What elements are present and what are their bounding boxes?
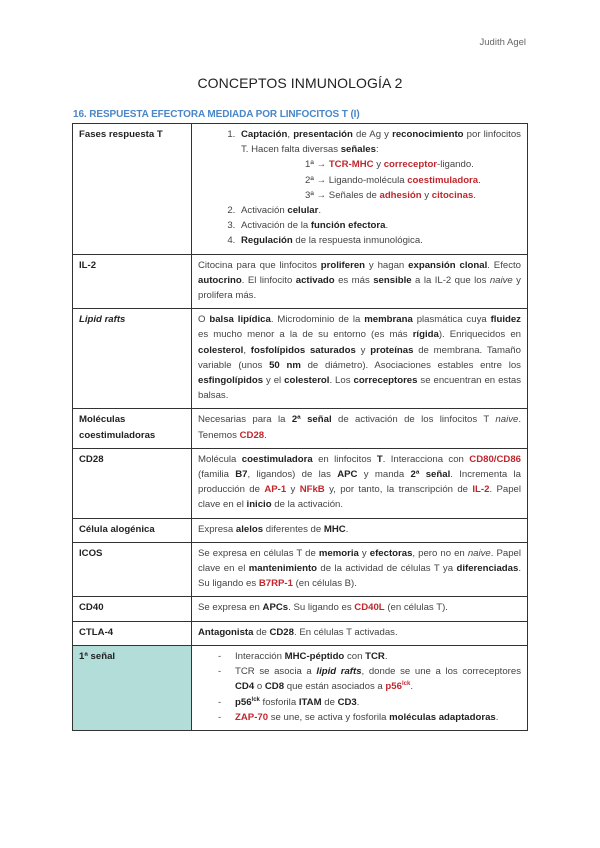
bold-term: colesterol: [284, 375, 330, 387]
red-term: B7RP-1: [258, 578, 293, 590]
red-term: CD28: [239, 429, 265, 441]
text: y: [421, 189, 432, 201]
text: .: [473, 189, 477, 201]
bold-term: TCR: [365, 650, 385, 662]
term-cell: CTLA-4: [73, 621, 192, 645]
text: ). Enriquecidos en: [438, 329, 522, 341]
text: Necesarias para la: [198, 414, 292, 426]
bold-term: CD28: [269, 626, 294, 638]
text: es más: [334, 274, 374, 286]
definition-cell: [192, 254, 528, 309]
text: fosforila: [259, 696, 299, 708]
definition-cell: [192, 409, 528, 448]
bold-term: alelos: [235, 523, 264, 535]
bold-term: correceptores: [353, 375, 418, 387]
definition-cell: [192, 124, 528, 255]
bold-term: esfingolípidos: [198, 375, 264, 387]
bold-term: MHC: [323, 523, 346, 535]
bold-term: APCs: [262, 602, 289, 614]
text: plasmática cuya: [412, 314, 491, 326]
red-term: CD80/CD86: [469, 453, 521, 465]
red-term: NFkB: [299, 484, 325, 496]
text: ,: [243, 344, 251, 356]
text: de membrana. Tamaño variable (unos: [198, 344, 521, 371]
text: de activación de los linfocitos T: [331, 414, 496, 426]
text: y: [373, 159, 384, 171]
term-cell: Célula alogénica: [73, 518, 192, 542]
definition-cell: [192, 518, 528, 542]
bold-term: fluidez: [490, 314, 521, 326]
red-term: correceptor: [383, 159, 438, 171]
bold-italic-term: lipid rafts: [316, 666, 362, 678]
text: y: [286, 484, 300, 496]
text: .: [345, 523, 349, 535]
text: y prolifera más.: [198, 274, 521, 302]
term-cell: CD28: [73, 448, 192, 518]
bold-term: T: [376, 453, 383, 465]
text: , donde se une a los correceptores: [361, 666, 521, 678]
definition-cell: [192, 448, 528, 518]
bold-term: balsa lipídica: [209, 314, 271, 326]
text: . Papel clave en el: [198, 547, 521, 575]
text: . Su ligando es: [288, 602, 355, 614]
bold-term: 2ª señal: [410, 469, 451, 481]
bold-term: CD3: [337, 696, 357, 708]
text: .: [410, 681, 413, 693]
bold-term: efectoras: [369, 547, 413, 559]
text: o: [254, 681, 265, 693]
text: . Incrementa la producción de: [198, 469, 521, 496]
bold-term: autocrino: [198, 274, 242, 286]
bold-term: [235, 697, 260, 708]
bold-term: proliferen: [320, 259, 366, 271]
text: y el: [263, 375, 285, 387]
table-row-cd28: [73, 448, 528, 518]
text: y, por tanto, la transcripción de: [324, 484, 473, 496]
text: O: [198, 314, 210, 326]
text: (en células T).: [384, 602, 448, 614]
text: 1ª →: [305, 159, 329, 171]
bold-term: rígida: [412, 329, 439, 341]
text: diferentes de: [263, 523, 324, 535]
bold-term: función efectora: [310, 220, 386, 232]
text: y: [355, 344, 371, 356]
term-cell-highlighted: 1ª señal: [73, 645, 192, 730]
red-term: [385, 681, 410, 692]
table-row-icos: [73, 542, 528, 597]
text: se une, se activa y fosforila: [268, 711, 390, 723]
bold-term: ITAM: [298, 696, 322, 708]
bold-term: expansión clonal: [408, 259, 488, 271]
text: Activación: [241, 205, 288, 217]
text: . El linfocito: [241, 274, 296, 286]
text: y hagan: [365, 259, 409, 271]
bold-term: coestimuladora: [241, 453, 313, 465]
list-item: [238, 127, 521, 203]
text: . Papel clave en el: [198, 484, 521, 511]
text: . Tenemos: [198, 414, 522, 441]
bold-term: Captación: [241, 129, 288, 140]
list-item: [238, 218, 521, 233]
text: p56: [235, 696, 252, 708]
text: Expresa: [198, 523, 236, 535]
bold-term: Regulación: [241, 235, 293, 247]
text: :: [375, 144, 379, 156]
signal-line-3: [241, 188, 521, 203]
text: (en células B).: [292, 578, 357, 590]
text: de la activación.: [271, 499, 344, 511]
text: , ligandos) de las: [247, 469, 338, 481]
term-cell: CD40: [73, 597, 192, 621]
document-title: CONCEPTOS INMUNOLOGÍA 2: [197, 75, 403, 91]
table-row-fases: [73, 124, 528, 255]
text: .: [478, 174, 481, 186]
text: de la actividad de células T ya: [317, 563, 457, 575]
table-row-lipid-rafts: [73, 309, 528, 409]
bold-term: CD4: [235, 681, 255, 693]
bold-term: inicio: [246, 499, 272, 511]
text: con: [344, 650, 366, 662]
italic-term: naive: [495, 414, 519, 426]
list-item: [218, 710, 521, 725]
text: 2ª → Ligando-molécula: [305, 174, 408, 186]
bold-term: 2ª señal: [291, 414, 332, 426]
bold-term: celular: [287, 205, 319, 217]
bold-term: reconocimiento: [392, 129, 464, 140]
red-term: TCR-MHC: [328, 159, 374, 171]
phases-list: [198, 127, 521, 249]
text: . Su ligando es: [198, 563, 521, 590]
bold-term: Antagonista: [198, 626, 254, 638]
text: de Ag y: [352, 129, 393, 140]
red-term: CD40L: [354, 602, 385, 614]
text: .: [318, 205, 321, 217]
text: . En células T activadas.: [293, 626, 398, 638]
bold-term: moléculas adaptadoras: [389, 711, 496, 723]
list-item: [218, 664, 521, 694]
red-term: citocinas: [431, 189, 474, 201]
table-row-il2: [73, 254, 528, 309]
text: (familia: [198, 469, 236, 481]
text: en linfocitos: [312, 453, 377, 465]
red-term: coestimuladora: [407, 174, 479, 186]
table-row-cd40: [73, 597, 528, 621]
list-item: [238, 203, 521, 218]
bold-term: B7: [235, 469, 248, 481]
text: de diámetro). Asociaciones estables entre los: [300, 359, 521, 371]
italic-term: naive: [467, 547, 491, 559]
definition-cell: [192, 597, 528, 621]
section-heading: 16. RESPUESTA EFECTORA MEDIADA POR LINFOCITOS T (I): [73, 109, 360, 120]
text: . Interacciona con: [382, 453, 470, 465]
text: p56: [385, 681, 402, 693]
bold-term: fosfolípidos saturados: [250, 344, 356, 356]
bold-term: presentación: [293, 129, 353, 140]
text: ,: [287, 129, 294, 140]
term-cell: Moléculas coestimuladoras: [73, 409, 192, 448]
text: 3ª → Señales de: [305, 189, 380, 201]
bold-term: memoria: [318, 547, 359, 559]
bold-term: señales: [340, 144, 376, 156]
text: Se expresa en: [198, 602, 263, 614]
bold-term: CD8: [264, 681, 285, 693]
text: Se expresa en células T de: [198, 547, 319, 559]
text: que están asociados a: [284, 681, 386, 693]
text: de la respuesta inmunológica.: [292, 235, 423, 247]
bold-term: proteínas: [370, 344, 414, 356]
text: , pero no en: [412, 547, 468, 559]
term-cell: Lipid rafts: [73, 309, 192, 409]
bold-term: sensible: [373, 274, 412, 286]
red-term: AP-1: [264, 484, 287, 496]
italic-term: naive: [489, 274, 513, 286]
text: .: [356, 696, 360, 708]
concepts-table: [72, 123, 528, 731]
author-name: Judith Agel: [479, 37, 526, 48]
text: Molécula: [198, 453, 242, 465]
table-row-coestimuladoras: [73, 409, 528, 448]
text: . Microdominio de la: [270, 314, 365, 326]
definition-cell: [192, 645, 528, 730]
text: Activación de la: [241, 220, 311, 232]
list-item: [238, 233, 521, 248]
bold-term: 50 nm: [269, 359, 301, 371]
term-cell: ICOS: [73, 542, 192, 597]
table-row-alogenica: [73, 518, 528, 542]
bold-term: mantenimiento: [248, 563, 317, 575]
text: de: [321, 696, 338, 708]
text: .: [384, 650, 388, 662]
text: . Los: [329, 375, 354, 387]
list-item: [218, 695, 521, 710]
text: por linfocitos T. Hacen falta diversas: [241, 129, 521, 156]
text: .: [385, 220, 389, 232]
definition-cell: [192, 542, 528, 597]
text: -ligando.: [437, 159, 474, 171]
text: .: [264, 429, 267, 441]
bold-term: MHC-péptido: [284, 650, 345, 662]
bold-term: colesterol: [198, 344, 244, 356]
text: se encuentran en estas balsas.: [198, 375, 521, 402]
bold-term: activado: [295, 274, 335, 286]
text: es mucho menor a la de su entorno (es más: [198, 329, 413, 341]
red-term: adhesión: [379, 189, 422, 201]
red-term: ZAP-70: [235, 711, 269, 723]
signal-line-2: [241, 173, 521, 188]
text: de: [253, 626, 270, 638]
table-row-primera-senal: [73, 645, 528, 730]
superscript: lck: [251, 696, 260, 703]
signal-steps-list: [198, 649, 521, 725]
text: .: [495, 711, 499, 723]
text: . Efecto: [487, 259, 521, 271]
bold-term: APC: [337, 469, 358, 481]
bold-term: membrana: [364, 314, 413, 326]
text: a la IL-2 que los: [411, 274, 490, 286]
text: Citocina para que linfocitos: [198, 259, 321, 271]
superscript: lck: [401, 681, 411, 688]
term-cell: Fases respuesta T: [73, 124, 192, 255]
definition-cell: [192, 309, 528, 409]
bold-term: diferenciadas: [456, 563, 519, 575]
red-term: IL-2: [472, 484, 490, 496]
text: TCR se asocia a: [235, 666, 317, 678]
text: y manda: [357, 469, 411, 481]
text: y: [358, 547, 370, 559]
table-row-ctla4: [73, 621, 528, 645]
text: Interacción: [235, 650, 285, 662]
definition-cell: [192, 621, 528, 645]
signal-line-1: [241, 157, 521, 172]
list-item: [218, 649, 521, 664]
term-cell: IL-2: [73, 254, 192, 309]
